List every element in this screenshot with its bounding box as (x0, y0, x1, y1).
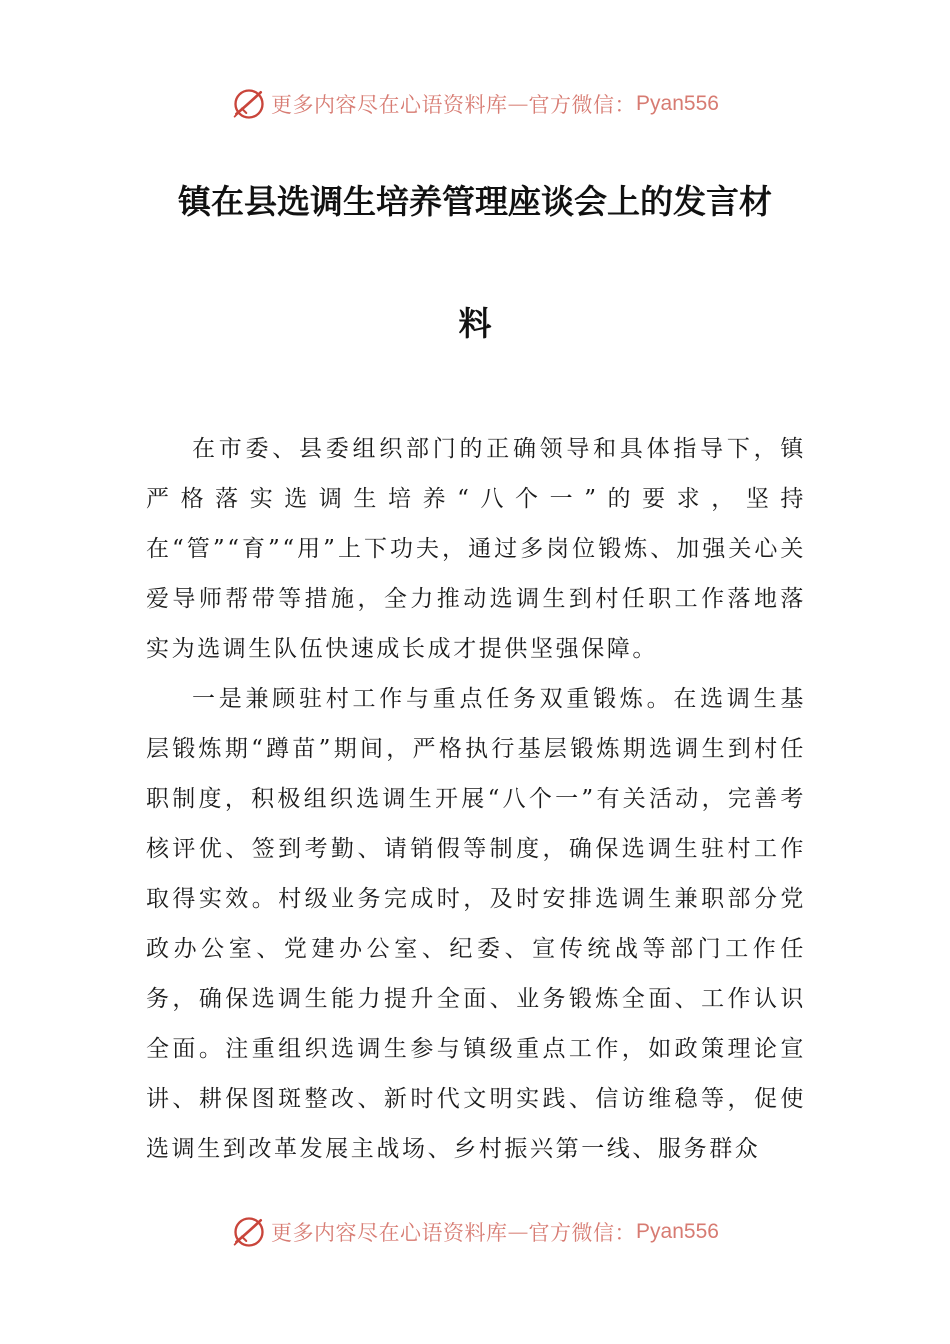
document-title-line1: 镇在县选调生培养管理座谈会上的发言材 (178, 182, 772, 221)
banner-label: 官方微信： (528, 1221, 637, 1245)
banner-wechat-id: Pyan556 (636, 1220, 719, 1243)
banner-wechat-id: Pyan556 (636, 92, 719, 115)
footer-banner (0, 1212, 950, 1252)
paragraph-intro: 在市委、县委组织部门的正确领导和具体指导下，镇严格落实选调生培养“八个一”的要求，坚持在“管”“育”“用”上下功夫，通过多岗位锻炼、加强关心关爱导师帮带等措施，全力推动选调生到村任职工作落地落实为选调生队伍快速成长成才提供坚强保障。 (146, 436, 806, 662)
banner-text: 更多内容尽在心语资料库 (271, 1221, 508, 1245)
document-body (146, 424, 806, 1174)
paragraph-point-one: 一是兼顾驻村工作与重点任务双重锻炼。在选调生基层锻炼期“蹲苗”期间，严格执行基层锻炼期选调生到村任职制度，积极组织选调生开展“八个一”有关活动，完善考核评优、签到考勤、请销假等制度，确保选调生驻村工作取得实效。村级业务完成时，及时安排选调生兼职部分党政办公室、党建办公室、纪委、宣传统战等部门工作任务，确保选调生能力提升全面、业务锻炼全面、工作认识全面。注重组织选调生参与镇级重点工作，如政策理论宣讲、耕保图斑整改、新时代文明实践、信访维稳等，促使选调生到改革发展主战场、乡村振兴第一线、服务群众 (146, 686, 806, 1162)
banner-text: 更多内容尽在心语资料库 (271, 93, 508, 117)
banner-separator: — (507, 1220, 529, 1244)
banner-separator: — (507, 92, 529, 116)
pen-logo-icon (231, 1214, 267, 1250)
header-banner (0, 84, 950, 124)
document-title-line2: 料 (458, 304, 492, 343)
banner-label: 官方微信： (528, 93, 637, 117)
pen-logo-icon (231, 86, 267, 122)
